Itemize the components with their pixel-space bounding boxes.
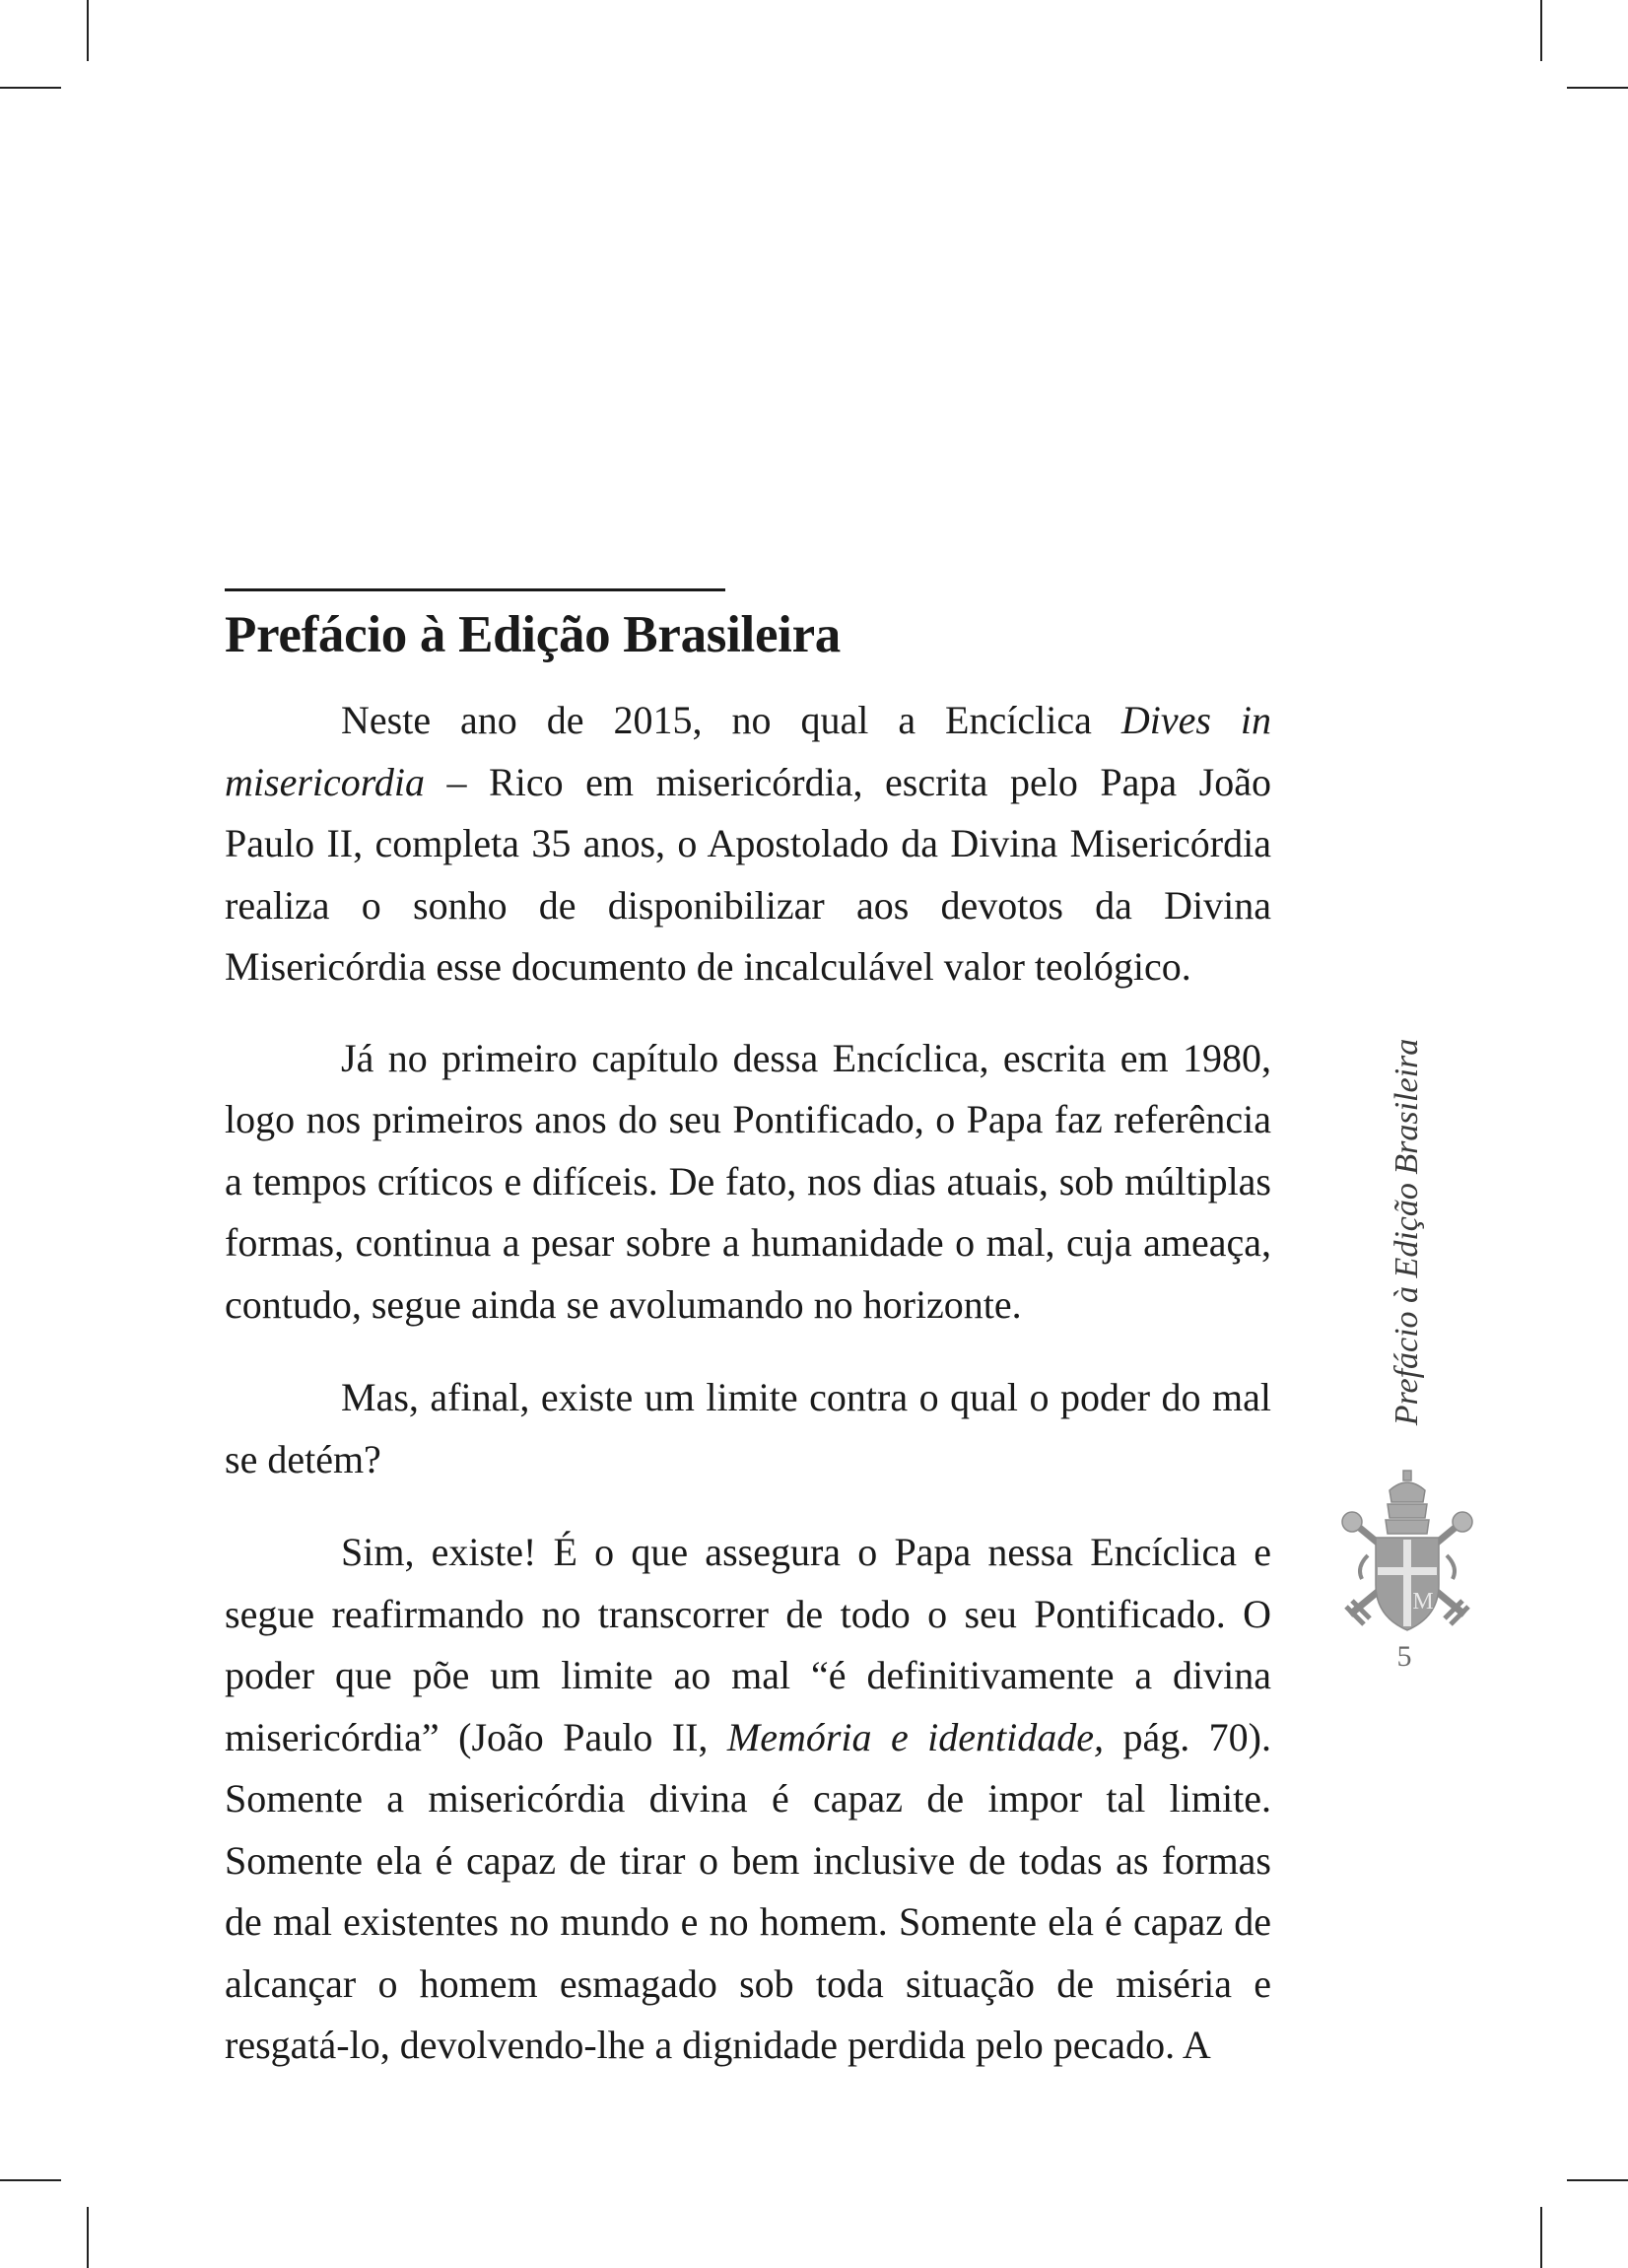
paragraph-1-text-b: – Rico em misericórdia, escrita pelo Papa João Paulo II, completa 35 anos, o Apostolado da Divina Misericórdia realiza o sonho de disponibilizar aos devotos da Divina Misericórdia esse documento de incalculável valor teológico. xyxy=(225,759,1271,989)
papal-coat-of-arms-icon xyxy=(1338,1469,1476,1636)
crop-mark-top-left-vertical xyxy=(87,0,89,61)
crop-mark-bottom-left-horizontal xyxy=(0,2179,61,2181)
running-head-vertical: Prefácio à Edição Brasileira xyxy=(1389,1038,1425,1426)
body-text xyxy=(225,690,1271,2102)
crop-mark-bottom-right-vertical xyxy=(1540,2207,1542,2268)
paragraph-1-text-a: Neste ano de 2015, no qual a Encíclica xyxy=(341,698,1121,742)
crop-mark-top-left-horizontal xyxy=(0,87,61,89)
svg-text:M: M xyxy=(1412,1589,1434,1615)
paragraph-1-italic: Dives in misericordia xyxy=(225,698,1271,804)
paragraph-3: Mas, afinal, existe um limite contra o qual o poder do mal se detém? xyxy=(225,1375,1271,1481)
heading-rule xyxy=(225,588,725,591)
paragraph-4-text-a: Sim, existe! É o que assegura o Papa nessa Encíclica e segue reafirmando no transcorrer de todo o seu Pontificado. O poder que põe um limite ao mal “é definitivamente a divina misericórdia” (João Paulo II, xyxy=(225,1530,1271,1759)
crop-mark-bottom-right-horizontal xyxy=(1567,2179,1628,2181)
paragraph-4 xyxy=(225,1522,1271,2077)
page-title: Prefácio à Edição Brasileira xyxy=(225,606,842,663)
page-number: 5 xyxy=(1396,1640,1412,1673)
paragraph-4-italic: Memória e identidade, xyxy=(726,1714,1105,1759)
crop-mark-top-right-vertical xyxy=(1540,0,1542,61)
paragraph-4-text-b: pág. 70). Somente a misericórdia divina é capaz de impor tal limite. Somente ela é capaz de tirar o bem inclusive de todas as formas de mal existentes no mundo e no homem. Somente ela é capaz de alcançar o homem esmagado sob toda situação de miséria e resgatá-lo, devolvendo-lhe a dignidade perdida pelo pecado. A xyxy=(225,1714,1271,2067)
paragraph-2: Já no primeiro capítulo dessa Encíclica, escrita em 1980, logo nos primeiros anos do seu Pontificado, o Papa faz referência a tempos críticos e difíceis. De fato, nos dias atuais, sob múltiplas formas, continua a pesar sobre a humanidade o mal, cuja ameaça, contudo, segue ainda se avolumando no horizonte. xyxy=(225,1035,1271,1327)
paragraph-1 xyxy=(225,690,1271,998)
crop-mark-top-right-horizontal xyxy=(1567,87,1628,89)
crop-mark-bottom-left-vertical xyxy=(87,2207,89,2268)
